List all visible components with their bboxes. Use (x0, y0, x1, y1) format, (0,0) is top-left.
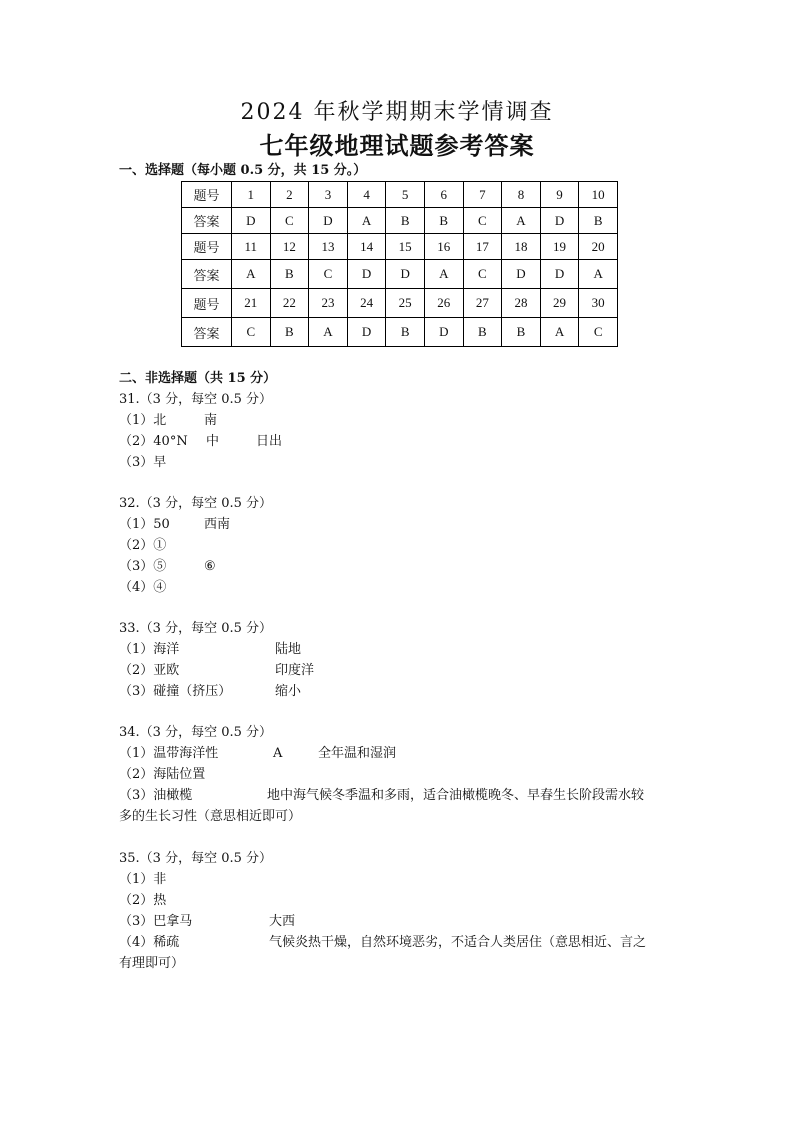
table-cell: A (347, 208, 386, 234)
table-cell: D (232, 208, 271, 234)
answer-blank: A (273, 746, 283, 761)
table-cell: 2 (270, 182, 309, 208)
table-cell: B (386, 208, 425, 234)
table-cell: 22 (270, 289, 309, 318)
table-cell: D (347, 260, 386, 289)
answer-blank: 大西 (269, 914, 296, 929)
question-header: 33.（3 分，每空 0.5 分） (119, 621, 273, 636)
table-cell: 27 (463, 289, 502, 318)
answer-line: （3）巴拿马 (119, 914, 193, 929)
answer-explanation: 地中海气候冬季温和多雨，适合油橄榄晚冬、早春生长阶段需水较 (267, 788, 645, 803)
answer-line: （3）早 (119, 455, 167, 470)
answer-blank: 陆地 (275, 642, 302, 657)
table-cell: 21 (232, 289, 271, 318)
table-row-question-numbers (182, 234, 618, 260)
table-cell: 12 (270, 234, 309, 260)
exam-title: 2024 年秋学期期末学情调查 (240, 100, 554, 125)
table-cell: C (579, 318, 618, 347)
table-cell: 14 (347, 234, 386, 260)
table-cell: 24 (347, 289, 386, 318)
question-header: 31.（3 分，每空 0.5 分） (119, 392, 273, 407)
table-row-answers (182, 208, 618, 234)
answer-line: （1）海洋 (119, 642, 180, 657)
table-row-answers (182, 260, 618, 289)
answer-blank: 中 (206, 434, 220, 449)
answer-explanation-cont: 多的生长习性（意思相近即可） (119, 809, 302, 824)
table-cell: D (540, 260, 579, 289)
table-cell: 11 (232, 234, 271, 260)
table-cell: 4 (347, 182, 386, 208)
answer-key-title: 七年级地理试题参考答案 (259, 131, 535, 160)
table-cell: B (502, 318, 541, 347)
answer-line: （2）热 (119, 893, 167, 908)
answer-line: （2）① (119, 538, 167, 553)
section1-heading: 一、选择题（每小题 0.5 分，共 15 分。） (119, 163, 367, 178)
table-cell: B (270, 260, 309, 289)
table-cell: 10 (579, 182, 618, 208)
answer-line: （3）碰撞（挤压） (119, 684, 232, 699)
row-label-question: 题号 (182, 289, 232, 318)
table-cell: 7 (463, 182, 502, 208)
table-cell: D (502, 260, 541, 289)
answer-line: （4）稀疏 (119, 935, 180, 950)
table-cell: 8 (502, 182, 541, 208)
table-cell: 29 (540, 289, 579, 318)
table-cell: D (424, 318, 463, 347)
table-cell: 19 (540, 234, 579, 260)
answer-blank: 印度洋 (275, 663, 315, 678)
row-label-question: 题号 (182, 182, 232, 208)
answer-blank: 西南 (204, 517, 231, 532)
table-cell: 20 (579, 234, 618, 260)
choice-answer-table (181, 181, 618, 347)
table-cell: 16 (424, 234, 463, 260)
table-cell: A (232, 260, 271, 289)
answer-blank: 南 (204, 413, 218, 428)
answer-line: （1）温带海洋性 (119, 746, 219, 761)
row-label-answer: 答案 (182, 260, 232, 289)
table-cell: B (424, 208, 463, 234)
answer-line: （3）⑤ (119, 559, 167, 574)
table-cell: A (540, 318, 579, 347)
table-cell: 30 (579, 289, 618, 318)
table-cell: B (386, 318, 425, 347)
table-cell: 26 (424, 289, 463, 318)
table-cell: A (424, 260, 463, 289)
table-cell: A (502, 208, 541, 234)
table-cell: C (309, 260, 348, 289)
table-cell: B (579, 208, 618, 234)
answer-line: （1）50 (119, 517, 170, 532)
table-cell: 15 (386, 234, 425, 260)
answer-explanation-cont: 有理即可） (119, 956, 185, 971)
table-cell: D (347, 318, 386, 347)
question-header: 32.（3 分，每空 0.5 分） (119, 496, 273, 511)
table-cell: 3 (309, 182, 348, 208)
table-cell: 28 (502, 289, 541, 318)
table-cell: D (540, 208, 579, 234)
table-row-answers (182, 318, 618, 347)
answer-line: （4）④ (119, 580, 167, 595)
table-cell: D (309, 208, 348, 234)
table-cell: 6 (424, 182, 463, 208)
row-label-answer: 答案 (182, 208, 232, 234)
table-cell: D (386, 260, 425, 289)
table-cell: C (463, 260, 502, 289)
table-cell: 9 (540, 182, 579, 208)
answer-line: （2）海陆位置 (119, 767, 206, 782)
table-cell: 23 (309, 289, 348, 318)
table-row-question-numbers (182, 182, 618, 208)
table-cell: 1 (232, 182, 271, 208)
table-cell: B (270, 318, 309, 347)
table-cell: C (270, 208, 309, 234)
answer-line: （1）北 (119, 413, 167, 428)
answer-blank: 缩小 (275, 684, 302, 699)
table-cell: 18 (502, 234, 541, 260)
table-cell: 17 (463, 234, 502, 260)
table-cell: B (463, 318, 502, 347)
section2-heading: 二、非选择题（共 15 分） (119, 371, 277, 386)
answer-line: （2）40°N (119, 434, 188, 449)
row-label-answer: 答案 (182, 318, 232, 347)
question-header: 34.（3 分，每空 0.5 分） (119, 725, 273, 740)
table-cell: C (232, 318, 271, 347)
question-header: 35.（3 分，每空 0.5 分） (119, 851, 273, 866)
table-cell: 5 (386, 182, 425, 208)
row-label-question: 题号 (182, 234, 232, 260)
answer-explanation: 气候炎热干燥，自然环境恶劣，不适合人类居住（意思相近、言之 (269, 935, 647, 950)
table-cell: 25 (386, 289, 425, 318)
table-cell: 13 (309, 234, 348, 260)
table-cell: C (463, 208, 502, 234)
answer-blank: 日出 (256, 434, 283, 449)
answer-line: （2）亚欧 (119, 663, 180, 678)
table-row-question-numbers (182, 289, 618, 318)
table-cell: A (579, 260, 618, 289)
answer-blank: 全年温和湿润 (318, 746, 397, 761)
table-cell: A (309, 318, 348, 347)
answer-line: （3）油橄榄 (119, 788, 193, 803)
answer-blank: ⑥ (204, 559, 216, 574)
answer-line: （1）非 (119, 872, 167, 887)
